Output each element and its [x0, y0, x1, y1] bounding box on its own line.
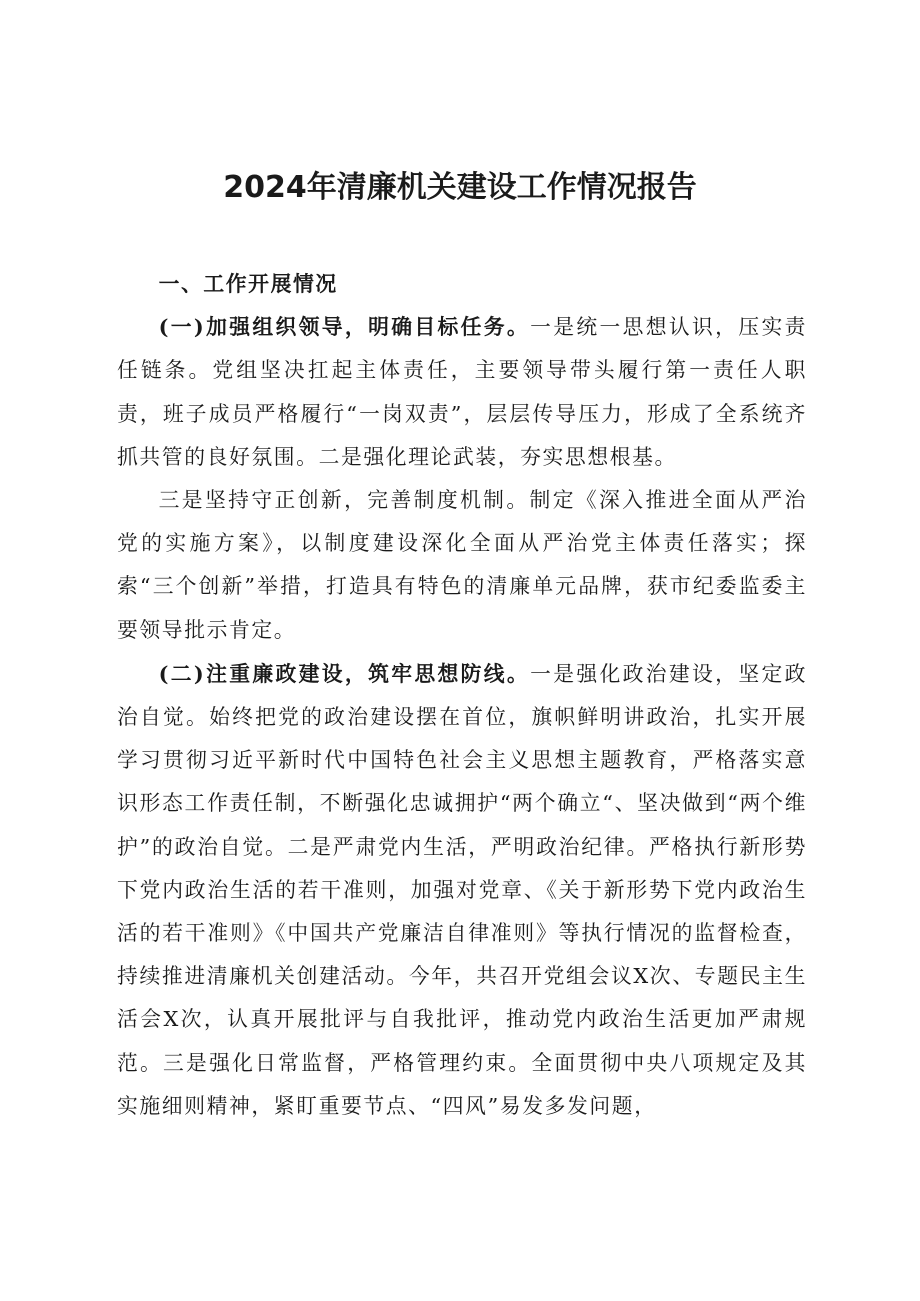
paragraph-lead: (二)注重廉政建设，筑牢思想防线。	[158, 660, 531, 686]
paragraph-text: 一是统一思想认识，压实责任链条。党组坚决扛起主体责任，主要领导带头履行第一责任人职责，班子成员严格履行“一岗双责”，层层传导压力，形成了全系统齐抓共管的良好氛围。二是强化理论武装，夯实思想根基。	[117, 315, 807, 469]
document-body	[117, 262, 807, 1128]
paragraph	[117, 479, 807, 652]
section-heading: 一、工作开展情况	[158, 271, 338, 296]
paragraph	[117, 652, 807, 1128]
paragraph-text: 一是强化政治建设，坚定政治自觉。始终把党的政治建设摆在首位，旗帜鲜明讲政治，扎实开展学习贯彻习近平新时代中国特色社会主义思想主题教育，严格落实意识形态工作责任制，不断强化忠诚拥护“两个确立“、坚决做到“两个维护”的政治自觉。二是严肃党内生活，严明政治纪律。严格执行新形势下党内政治生活的若干准则，加强对党章、《关于新形势下党内政治生活的若干准则》《中国共产党廉洁自律准则》等执行情况的监督检查，持续推进清廉机关创建活动。今年，共召开党组会议X次、专题民主生活会X次，认真开展批评与自我批评，推动党内政治生活更加严肃规范。三是强化日常监督，严格管理约束。全面贯彻中央八项规定及其实施细则精神，紧盯重要节点、“四风”易发多发问题，	[117, 661, 807, 1118]
paragraph-lead: (一)加强组织领导，明确目标任务。	[158, 314, 531, 340]
paragraph	[117, 305, 807, 479]
document-title: 2024年清廉机关建设工作情况报告	[223, 170, 697, 205]
paragraph-text: 三是坚持守正创新，完善制度机制。制定《深入推进全面从严治党的实施方案》，以制度建设深化全面从严治党主体责任落实；探索“三个创新”举措，打造具有特色的清廉单元品牌，获市纪委监委主要领导批示肯定。	[117, 488, 807, 642]
